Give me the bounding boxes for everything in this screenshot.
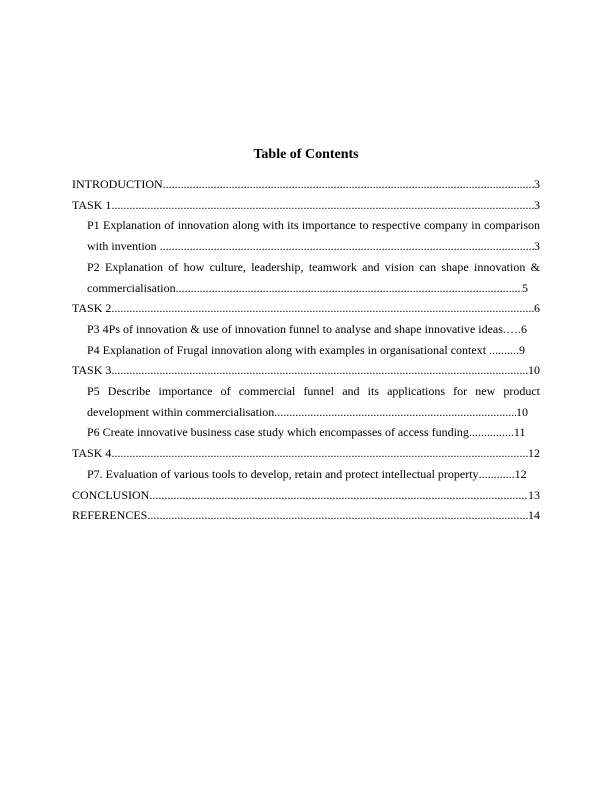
toc-entry-page: 11 xyxy=(513,425,526,440)
toc-entry-task-1[interactable] xyxy=(72,195,540,216)
toc-entry-text-line2: development within commercialisation xyxy=(87,404,275,419)
toc-entry-text: TASK 3 xyxy=(72,363,112,378)
toc-entry-page: 12 xyxy=(514,466,527,481)
toc-leader-dots xyxy=(147,505,528,526)
toc-entry-p7[interactable] xyxy=(72,464,540,485)
toc-leader-dots: ............... xyxy=(468,425,514,440)
toc-entry-text: TASK 4 xyxy=(72,446,112,461)
toc-entry-conclusion[interactable] xyxy=(72,485,540,506)
toc-entry-page: 10 xyxy=(528,363,540,378)
toc-leader-dots xyxy=(160,236,534,257)
toc-entry-p3[interactable] xyxy=(72,319,540,340)
toc-leader-dots xyxy=(176,278,522,299)
toc-entry-page: 6 xyxy=(534,301,540,316)
toc-leader-dots xyxy=(149,485,528,506)
toc-entry-text: P3 4Ps of innovation & use of innovation funnel to analyse and shape innovative ideas. xyxy=(87,321,506,336)
toc-entry-page: 3 xyxy=(534,177,540,191)
toc-leader-dots: ............ xyxy=(478,466,515,481)
toc-entry-p2[interactable] xyxy=(72,257,540,298)
toc-entry-p1[interactable] xyxy=(72,215,540,256)
toc-entry-text: P4 Explanation of Frugal innovation along with examples in organisational context xyxy=(87,342,490,357)
toc-entry-text-line1: P1 Explanation of innovation along with its importance to respective company in comparison xyxy=(87,218,540,233)
toc-entry-text-line2: commercialisation xyxy=(87,280,176,295)
toc-entry-text-line1: P2 Explanation of how culture, leadership, teamwork and vision can shape innovation & xyxy=(87,259,540,274)
toc-entry-text-line2: with invention xyxy=(87,239,160,254)
toc-entry-page: 10 xyxy=(516,404,528,419)
table-of-contents xyxy=(72,174,540,526)
toc-entry-text: TASK 1 xyxy=(72,197,112,212)
toc-leader-dots: .......... xyxy=(489,342,520,357)
toc-entry-page: 6 xyxy=(520,321,527,336)
toc-leader-dots xyxy=(111,360,528,381)
toc-leader-dots xyxy=(111,195,534,216)
toc-title: Table of Contents xyxy=(253,147,359,162)
toc-entry-text: REFERENCES xyxy=(72,508,148,523)
toc-entry-p6[interactable] xyxy=(72,422,540,443)
toc-entry-task-3[interactable] xyxy=(72,360,540,381)
toc-entry-page: 14 xyxy=(528,508,540,523)
toc-entry-page: 12 xyxy=(528,446,540,461)
toc-entry-page: 5 xyxy=(522,280,528,295)
toc-entry-text: P7. Evaluation of various tools to develop, retain and protect intellectual property xyxy=(87,466,479,481)
toc-entry-task-4[interactable] xyxy=(72,443,540,464)
toc-entry-text: CONCLUSION xyxy=(72,487,150,502)
toc-entry-p4[interactable] xyxy=(72,340,540,361)
toc-entry-page: 3 xyxy=(534,239,540,254)
toc-entry-text-line1: P5 Describe importance of commercial funnel and its applications for new product xyxy=(87,384,540,399)
toc-entry-page: 9 xyxy=(519,342,526,357)
toc-entry-text: INTRODUCTION xyxy=(72,177,163,191)
toc-leader-dots xyxy=(274,402,516,423)
toc-entry-p5[interactable] xyxy=(72,381,540,422)
toc-leader-dots xyxy=(111,298,534,319)
toc-entry-page: 13 xyxy=(528,487,540,502)
toc-entry-task-2[interactable] xyxy=(72,298,540,319)
toc-leader-dots: …. xyxy=(505,321,521,336)
toc-entry-page: 3 xyxy=(534,197,540,212)
toc-entry-text: P6 Create innovative business case study which encompasses of access funding xyxy=(87,425,469,440)
toc-leader-dots xyxy=(111,443,528,464)
toc-leader-dots xyxy=(163,174,534,195)
toc-entry-introduction[interactable] xyxy=(72,174,540,195)
toc-entry-text: TASK 2 xyxy=(72,301,112,316)
toc-entry-references[interactable] xyxy=(72,505,540,526)
